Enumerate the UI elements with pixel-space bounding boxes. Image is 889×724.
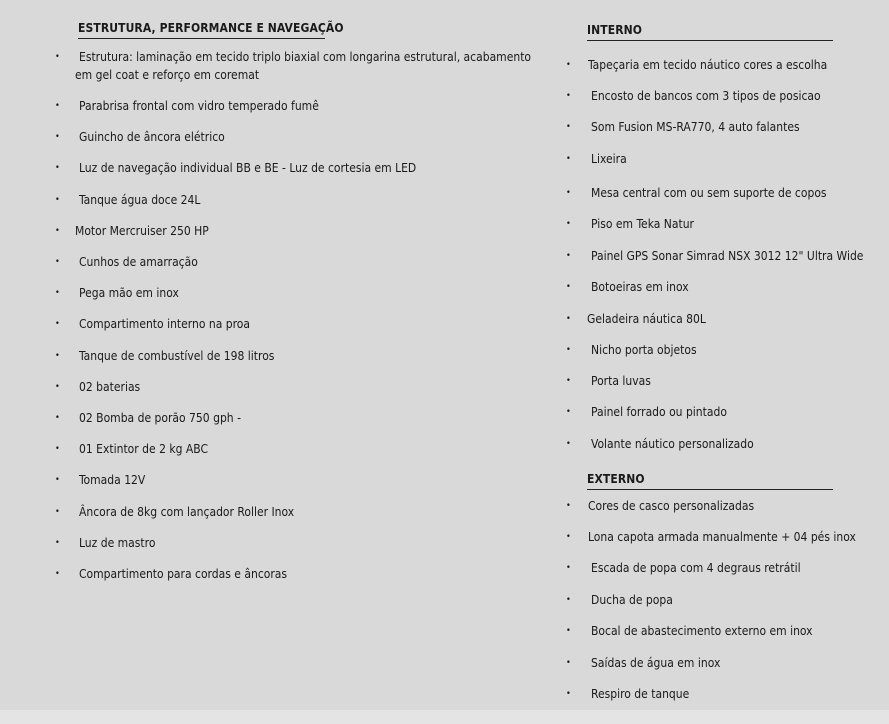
bullet-icon: • [566, 91, 571, 101]
bullet-icon: • [55, 413, 60, 423]
list-item-text: Bocal de abastecimento externo em inox [591, 624, 813, 638]
list-item-text: Lona capota armada manualmente + 04 pés inox [588, 530, 856, 544]
list-item-text: Pega mão em inox [79, 286, 179, 300]
list-item-text: Respiro de tanque [591, 687, 690, 701]
bullet-icon: • [55, 132, 60, 142]
list-item-text: Cores de casco personalizadas [588, 499, 755, 513]
list-item-text: Painel GPS Sonar Simrad NSX 3012 12" Ultra Wide [591, 249, 864, 263]
section-heading-externo: EXTERNO [587, 472, 833, 490]
bullet-icon: • [55, 52, 60, 62]
bullet-icon: • [566, 595, 571, 605]
list-item-text: Lixeira [591, 152, 627, 166]
bullet-icon: • [55, 444, 60, 454]
list-item-text: Luz de navegação individual BB e BE - Luz de cortesia em LED [79, 161, 417, 175]
list-item-text: 02 Bomba de porão 750 gph - [79, 411, 241, 425]
bullet-icon: • [566, 345, 571, 355]
section-heading-interno: INTERNO [587, 23, 833, 41]
bullet-icon: • [566, 689, 571, 699]
list-item-text: Mesa central com ou sem suporte de copos [591, 186, 827, 200]
bullet-icon: • [566, 219, 571, 229]
bullet-icon: • [566, 439, 571, 449]
bullet-icon: • [566, 501, 571, 511]
list-item-text: Ducha de popa [591, 593, 673, 607]
bullet-icon: • [55, 351, 60, 361]
list-item-text: Encosto de bancos com 3 tipos de posicao [591, 89, 821, 103]
list-item-text: Piso em Teka Natur [591, 217, 694, 231]
bullet-icon: • [55, 195, 60, 205]
bullet-icon: • [566, 60, 571, 70]
list-item-text: 02 baterias [79, 380, 141, 394]
bullet-icon: • [566, 122, 571, 132]
list-item-text: Parabrisa frontal com vidro temperado fumê [79, 99, 319, 113]
list-item-text: Botoeiras em inox [591, 280, 689, 294]
section-heading-estrutura: ESTRUTURA, PERFORMANCE E NAVEGAÇÃO [78, 21, 325, 39]
list-item-text: Saídas de água em inox [591, 656, 721, 670]
bullet-icon: • [566, 188, 571, 198]
list-item-text: Estrutura: laminação em tecido triplo biaxial com longarina estrutural, acabamento [79, 50, 532, 64]
bullet-icon: • [55, 538, 60, 548]
bullet-icon: • [55, 163, 60, 173]
list-item-text: Tanque água doce 24L [79, 193, 201, 207]
list-item-text: Guincho de âncora elétrico [79, 130, 225, 144]
bullet-icon: • [566, 658, 571, 668]
list-item-text: Compartimento para cordas e âncoras [79, 567, 288, 581]
list-item-text: Geladeira náutica 80L [587, 312, 706, 326]
bullet-icon: • [566, 563, 571, 573]
bullet-icon: • [55, 288, 60, 298]
list-item-text: Motor Mercruiser 250 HP [75, 224, 209, 238]
bullet-icon: • [566, 626, 571, 636]
bullet-icon: • [566, 376, 571, 386]
bullet-icon: • [55, 101, 60, 111]
list-item-text: Tomada 12V [79, 473, 146, 487]
bullet-icon: • [55, 569, 60, 579]
list-item-text: 01 Extintor de 2 kg ABC [79, 442, 209, 456]
bullet-icon: • [55, 382, 60, 392]
list-item-text: Nicho porta objetos [591, 343, 697, 357]
bullet-icon: • [55, 319, 60, 329]
bullet-icon: • [566, 251, 571, 261]
list-item-text: Tanque de combustível de 198 litros [79, 349, 275, 363]
list-item-text: Compartimento interno na proa [79, 317, 251, 331]
bullet-icon: • [566, 314, 571, 324]
bullet-icon: • [55, 507, 60, 517]
list-item-text: Luz de mastro [79, 536, 156, 550]
list-item-text: Cunhos de amarração [79, 255, 198, 269]
bullet-icon: • [566, 154, 571, 164]
bullet-icon: • [55, 475, 60, 485]
list-item-text: Âncora de 8kg com lançador Roller Inox [79, 505, 295, 519]
list-item-text: Som Fusion MS-RA770, 4 auto falantes [591, 120, 800, 134]
list-item-text: Tapeçaria em tecido náutico cores a escolha [588, 58, 828, 72]
list-item-text: Painel forrado ou pintado [591, 405, 727, 419]
bullet-icon: • [566, 282, 571, 292]
list-item-text: Porta luvas [591, 374, 651, 388]
bullet-icon: • [55, 257, 60, 267]
bullet-icon: • [566, 407, 571, 417]
page-bottom-band [0, 710, 889, 724]
list-item-continuation [75, 66, 259, 84]
bullet-icon: • [55, 226, 60, 236]
list-item-text: Volante náutico personalizado [591, 437, 754, 451]
list-item-text: Escada de popa com 4 degraus retrátil [591, 561, 801, 575]
bullet-icon: • [566, 532, 571, 542]
list-item-text: em gel coat e reforço em coremat [75, 68, 260, 82]
